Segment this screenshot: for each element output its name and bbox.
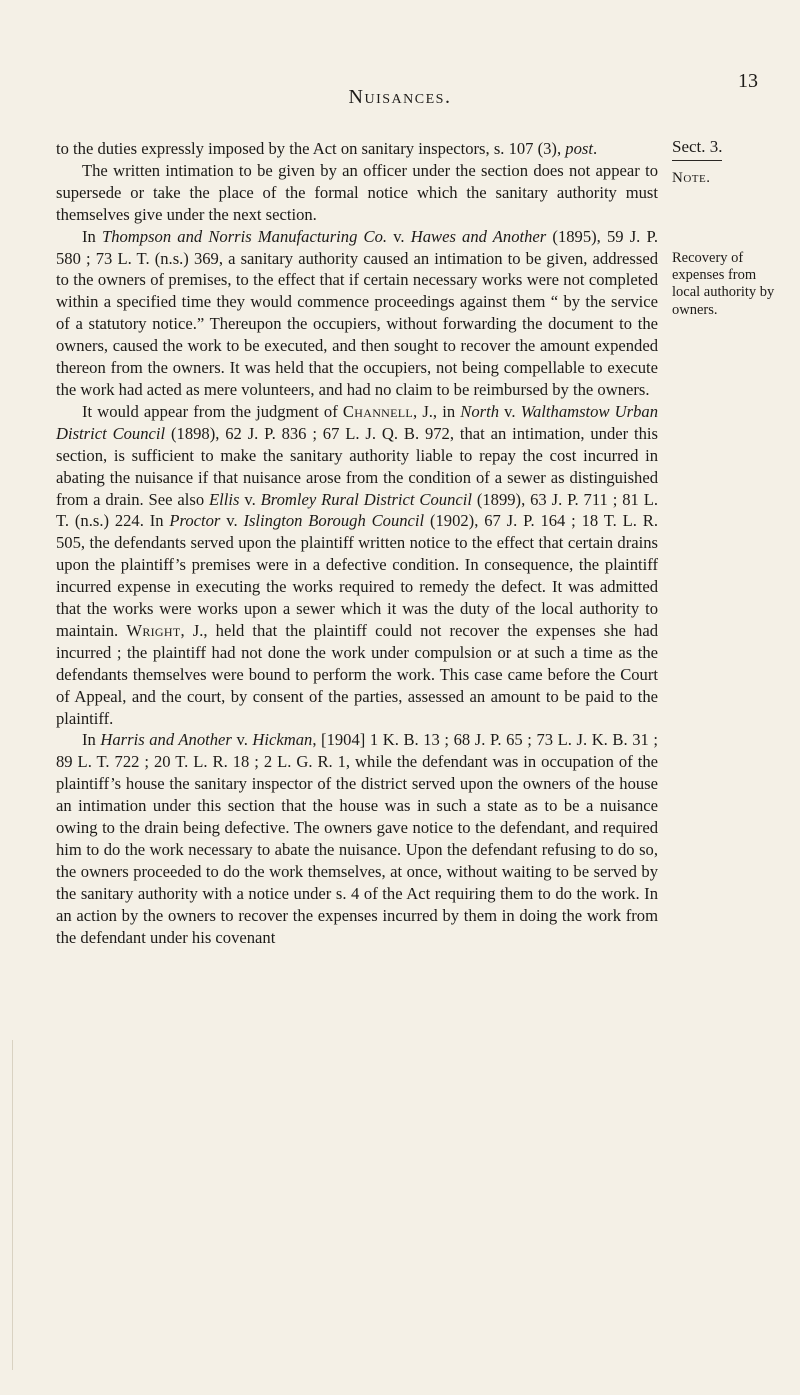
text-run: (1899), 63 J. P. 711 ; 81 L. T. (n.s.) 224. In — [56, 489, 658, 531]
text-run: (1895), 59 J. P. 580 ; 73 L. T. (n.s.) 369, a sanitary authority caused an intimation to be given, addressed to the owners of premises, to the effect that if certain necessary works were not completed within a specified time they would commence proceedings against them “ by the service of a statutory notice.” Thereupon the occupiers, without forwarding the document to the owners, caused the work to be executed, and then sought to recover the amount expended thereon from the owners. It was held that the occupiers, not being compellable to execute the work had acted as mere volunteers, and had no claim to be reimbursed by the owners. — [56, 226, 658, 399]
text-run: It would appear from the judgment of — [82, 401, 343, 421]
text-run: v. — [239, 489, 261, 509]
text-run: , J., held that the plaintiff could not recover the expenses she had incurred ; the plaintiff had not done the work under compulsion or at such a time as the defendants themselves were bound to perform the work. This case came before the Court of Appeal, and the court, by consent of the parties, assessed an amount to be paid to the plaintiff. — [56, 620, 659, 728]
judge-name: Channell — [342, 401, 414, 421]
case-name: Islington Borough Council — [243, 511, 425, 531]
case-name: Ellis — [209, 489, 240, 509]
text-run: v. — [387, 226, 411, 246]
text-run: v. — [499, 401, 521, 421]
note-label: Note. — [672, 170, 711, 186]
text-run: In — [82, 730, 101, 750]
text-run: In — [82, 226, 102, 246]
section-marker: Sect. 3. — [672, 137, 723, 156]
page-edge-shadow — [12, 1040, 13, 1370]
text-run: The written intimation to be given by an officer under the section does not appear to supersede or take the place of the formal notice which the sanitary authority must themselves give under the next section. — [56, 160, 658, 224]
paragraph-p5 — [56, 729, 658, 948]
running-title: Nuisances. — [348, 86, 452, 108]
paragraph-p2 — [56, 160, 658, 226]
case-name: Proctor — [169, 511, 221, 531]
text-run: v. — [231, 730, 253, 750]
paragraph-p3 — [56, 226, 658, 401]
page-number: 13 — [738, 70, 758, 92]
text-run: , [1904] 1 K. B. 13 ; 68 J. P. 65 ; 73 L. J. K. B. 31 ; 89 L. T. 722 ; 20 T. L. R. 18 ; 2 L. G. R. 1, while the defendant was in occupation of the plaintiff’s house the sanitary inspector of the district served upon the owners of the house an intimation under this section that the house was in such a state as to be a nuisance owing to the drain being defective. The owners gave notice to the defendant, and required him to do the work necessary to abate the nuisance. Upon the defendant refusing to do so, the owners proceeded to do the work themselves, at once, without waiting to be served by the sanitary authority with a notice under s. 4 of the Act requiring them to do the work. In an action by the owners to recover the expenses incurred by them in doing the work from the defendant under his covenant — [56, 730, 658, 947]
body-text — [56, 138, 658, 949]
judge-name: Wright — [126, 620, 181, 640]
case-name: Hickman — [252, 730, 313, 750]
text-run: . — [592, 139, 598, 158]
text-run: (1898), 62 J. P. 836 ; 67 L. J. Q. B. 972, that an intimation, under this section, is sufficient to make the sanitary authority liable to repay the cost incurred in abating the nuisance if that nuisance arose from the condition of a sewer as distinguished from a drain. See also — [56, 423, 658, 509]
case-name: Bromley Rural District Council — [260, 489, 472, 509]
text-run: to the duties expressly imposed by the Act on sanitary inspectors, s. 107 (3), — [56, 139, 566, 158]
case-name: North — [460, 401, 500, 421]
case-name: Hawes and Another — [410, 226, 547, 246]
case-name: Harris and Another — [100, 730, 232, 750]
section-marker-rule — [672, 160, 722, 161]
marginal-note: Recovery of expenses from local authority by owners. — [672, 250, 775, 318]
case-name: Walthamstow Urban District Council — [56, 401, 659, 443]
text-run: v. — [220, 511, 244, 531]
paragraph-p1 — [56, 138, 658, 160]
text-run: , J., in — [413, 401, 461, 421]
case-name: post — [565, 139, 593, 158]
paragraph-p4 — [56, 401, 658, 730]
case-name: Thompson and Norris Manufacturing Co. — [101, 226, 388, 246]
text-run: (1902), 67 J. P. 164 ; 18 T. L. R. 505, the defendants served upon the plaintiff written notice to the effect that certain drains upon the plaintiff’s premises were in a defective condition. In consequence, the plaintiff incurred expense in executing the works required to remedy the defect. It was admitted that the works were works upon a sewer which it was the duty of the local authority to maintain. — [56, 511, 658, 640]
